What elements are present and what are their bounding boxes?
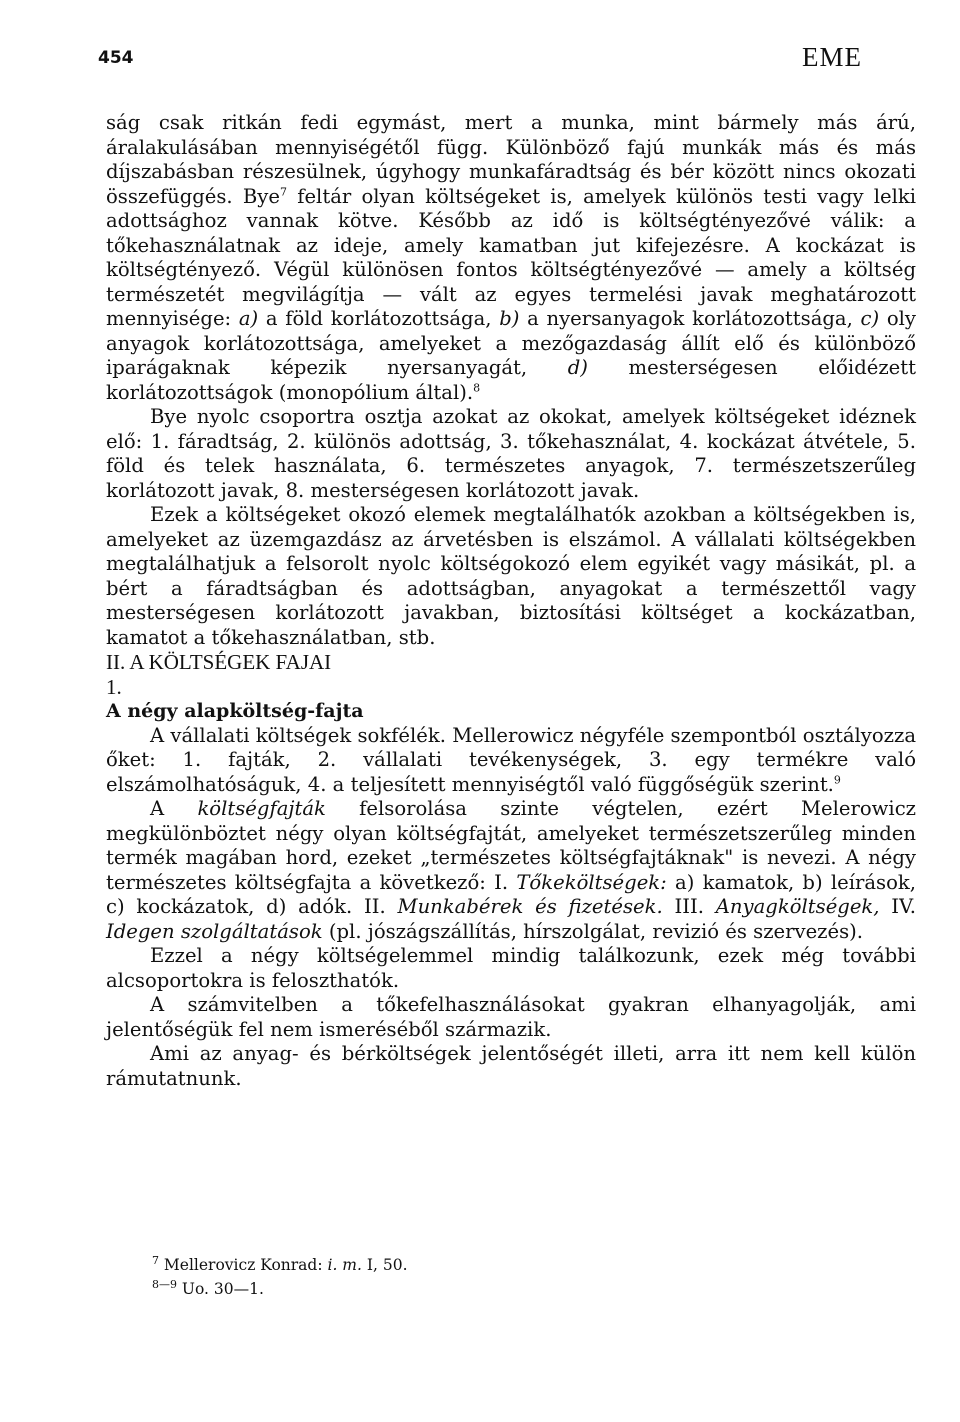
paragraph: Ezzel a négy költségelemmel mindig találkozunk, ezek még további alcsoportokra is feloszthatók. (106, 944, 916, 992)
section-number: 1. (106, 674, 122, 699)
journal-logo: EME (802, 42, 862, 72)
paragraph: A számvitelben a tőkefelhasználásokat gyakran elhanyagolják, ami jelentőségük fel nem ismeréséből származik. (106, 993, 916, 1041)
footnote-ref[interactable]: 7 (279, 184, 287, 198)
footnote-7: $^7$ Mellerovicz Konrad: i. m. I, 50. (152, 1253, 408, 1274)
footnote-ref[interactable]: 8 (473, 380, 481, 394)
page-header (98, 42, 862, 78)
paragraph: A költségfajták felsorolása szinte végtelen, ezért Melerowicz megkülönböztet négy olyan költségfajtát, amelyeket természetszerűleg minden termék magában hord, ezeket „természetes költségfajtáknak" is nevezi. A négy természetes költségfajta a következő: I. Tőkeköltségek: a) kamatok, b) leírások, c) kockázatok, d) adók. II. Munkabérek és fizetések. III. Anyagköltségek, IV. Idegen szolgáltatások (pl. jószágszállítás, hírszolgálat, revizió és szervezés). (106, 797, 917, 943)
paragraph: A vállalati költségek sokfélék. Mellerowicz négyféle szempontból osztályozza őket: 1. fajták, 2. vállalati tevékenységek, 3. egy termékre való elszámolhatóságuk, 4. a teljesített mennyiségtől való függőségük szerint.$^9$ (106, 723, 916, 796)
paragraph: Bye nyolc csoportra osztja azokat az okokat, amelyek költségeket idéznek elő: 1. fáradtság, 2. különös adottság, 3. tőkehasználat, 4. kockázat átvétele, 5. föld és telek használata, 6. természetes anyagok, 7. természetszerűleg korlátozott javak, 8. mesterségesen korlátozott javak. (106, 405, 916, 502)
footnotes (152, 1253, 408, 1301)
paragraph: ság csak ritkán fedi egymást, mert a munka, mint bármely más árú, áralakulásában mennyiségétől függ. Különböző fajú munkák más és más díjszabásban részesülnek, úgyhogy munkafáradtság és bér között nincs okozati összefüggés. Bye$^7$ feltár olyan költségeket is, amelyek különös testi vagy lelki adottsághoz vannak kötve. Később az idő is költségtényezővé válik: a tőkehasználatnak az ideje, amely kamatban jut kifejezésre. A kockázat is költségtényező. Végül különösen fontos költségtényezővé — amely a költség természetét megvilágítja — vált az egyes termelési javak meghatározott mennyisége: a) a föld korlátozottsága, b) a nyersanyagok korlátozottsága, c) oly anyagok korlátozottsága, amelyeket a mezőgazdaság állít elő és különböző iparágaknak képezik nyersanyagát, d) mesterségesen előidézett korlátozottságok (monopólium által).$^8$ (106, 111, 917, 404)
page-number: 454 (98, 48, 134, 68)
footnote-8-9: $^{8—9}$ Uo. 30—1. (152, 1277, 264, 1298)
section-heading: II. A KÖLTSÉGEK FAJAI (106, 650, 332, 674)
subsection-heading: A négy alapköltség-fajta (106, 700, 364, 722)
paragraph: Ezek a költségeket okozó elemek megtalálhatók azokban a költségekben is, amelyeket az üzemgazdász az árvetésben is elszámol. A vállalati költségekben megtalálhatjuk a felsorolt nyolc költségokozó elem egyikét vagy másikát, pl. a bért a fáradtságban és adottságban, anyagokat a természettől vagy mesterségesen korlátozott javakban, biztosítási költséget a kockázatban, kamatot a tőkehasználatban, stb. (106, 503, 916, 649)
paragraph: Ami az anyag- és bérköltségek jelentőségét illeti, arra itt nem kell külön rámutatnunk. (106, 1042, 916, 1090)
main-text (106, 111, 916, 1091)
footnote-ref[interactable]: 9 (833, 772, 841, 786)
